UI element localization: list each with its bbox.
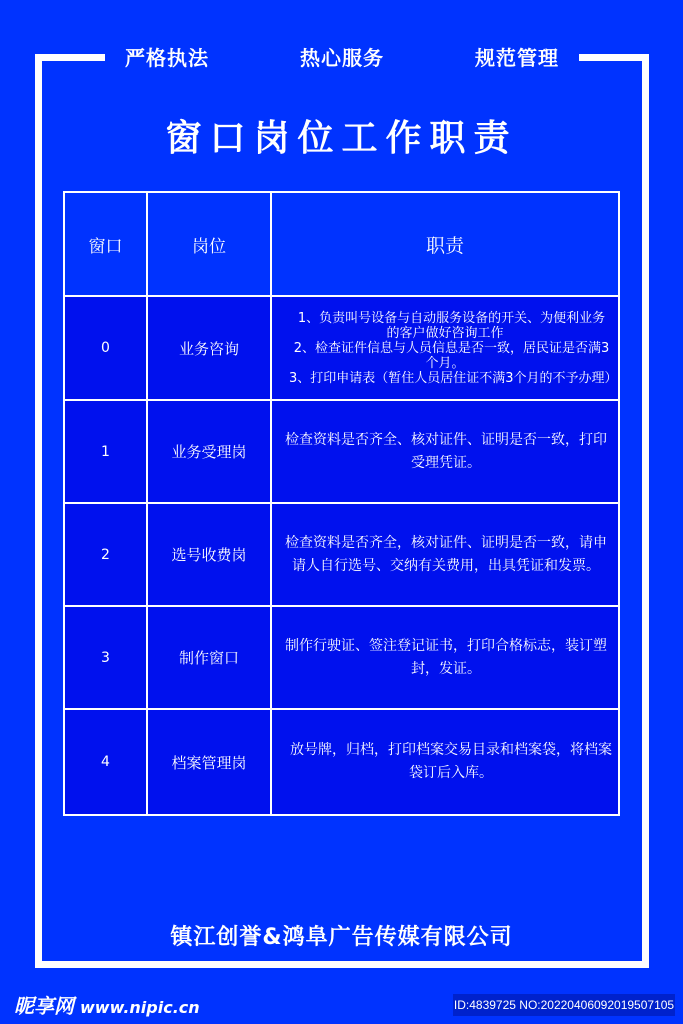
post-cell: 选号收费岗 xyxy=(147,503,271,606)
post-cell: 业务受理岗 xyxy=(147,400,271,503)
slogan-1: 严格执法 xyxy=(125,46,209,70)
table-header-row xyxy=(64,192,619,296)
window-cell: 3 xyxy=(64,606,147,709)
table-row xyxy=(64,709,619,815)
slogan-2: 热心服务 xyxy=(300,46,384,70)
duty-cell xyxy=(271,400,619,503)
duty-line: 3、打印申请表（暂住人员居住证不满3个月的不予办理） xyxy=(276,370,618,386)
duty-cell xyxy=(271,503,619,606)
window-cell: 4 xyxy=(64,709,147,815)
duty-line: 检查资料是否齐全，核对证件、证明是否一致，请申请人自行选号、交纳有关费用，出具凭证和发票。 xyxy=(285,534,607,574)
header-post: 岗位 xyxy=(147,192,271,296)
watermark-url[interactable]: www.nipic.cn xyxy=(80,998,200,1017)
company-name: 镇江创誉&鸿阜广告传媒有限公司 xyxy=(170,925,513,950)
slogan-bar xyxy=(105,42,579,71)
duty-table xyxy=(63,191,623,816)
frame-top-left-segment xyxy=(35,54,105,61)
table-row xyxy=(64,400,619,503)
window-cell: 2 xyxy=(64,503,147,606)
duty-line: 1、负责叫号设备与自动服务设备的开关、为便利业务 的客户做好咨询工作 xyxy=(284,310,623,341)
post-cell: 制作窗口 xyxy=(147,606,271,709)
duty-line: 放号牌，归档，打印档案交易目录和档案袋，将档案袋订后入库。 xyxy=(290,742,612,781)
duty-line: 制作行驶证、签注登记证书，打印合格标志，装订塑封，发证。 xyxy=(285,637,607,677)
table-row xyxy=(64,606,619,709)
watermark-logo xyxy=(14,990,200,1019)
table-row xyxy=(64,503,619,606)
header-duty: 职责 xyxy=(271,192,619,296)
duty-cell xyxy=(271,296,623,400)
watermark-id-badge: ID:4839725 NO:20220406092019507105 xyxy=(453,994,675,1016)
page-title: 窗口岗位工作职责 xyxy=(165,118,518,159)
duty-line: 2、检查证件信息与人员信息是否一致，居民证是否满3个月。 xyxy=(280,340,610,371)
slogan-3: 规范管理 xyxy=(475,46,559,70)
post-cell: 档案管理岗 xyxy=(147,709,271,815)
table-row xyxy=(64,296,619,400)
duty-line: 检查资料是否齐全、核对证件、证明是否一致，打印受理凭证。 xyxy=(285,431,607,471)
frame-top-right-segment xyxy=(579,54,649,61)
window-cell: 0 xyxy=(64,296,147,400)
duty-cell xyxy=(271,606,619,709)
window-cell: 1 xyxy=(64,400,147,503)
post-cell: 业务咨询 xyxy=(147,296,271,400)
duty-cell xyxy=(271,709,619,815)
watermark-logo-text: 昵享网 xyxy=(14,994,74,1018)
header-window: 窗口 xyxy=(64,192,147,296)
